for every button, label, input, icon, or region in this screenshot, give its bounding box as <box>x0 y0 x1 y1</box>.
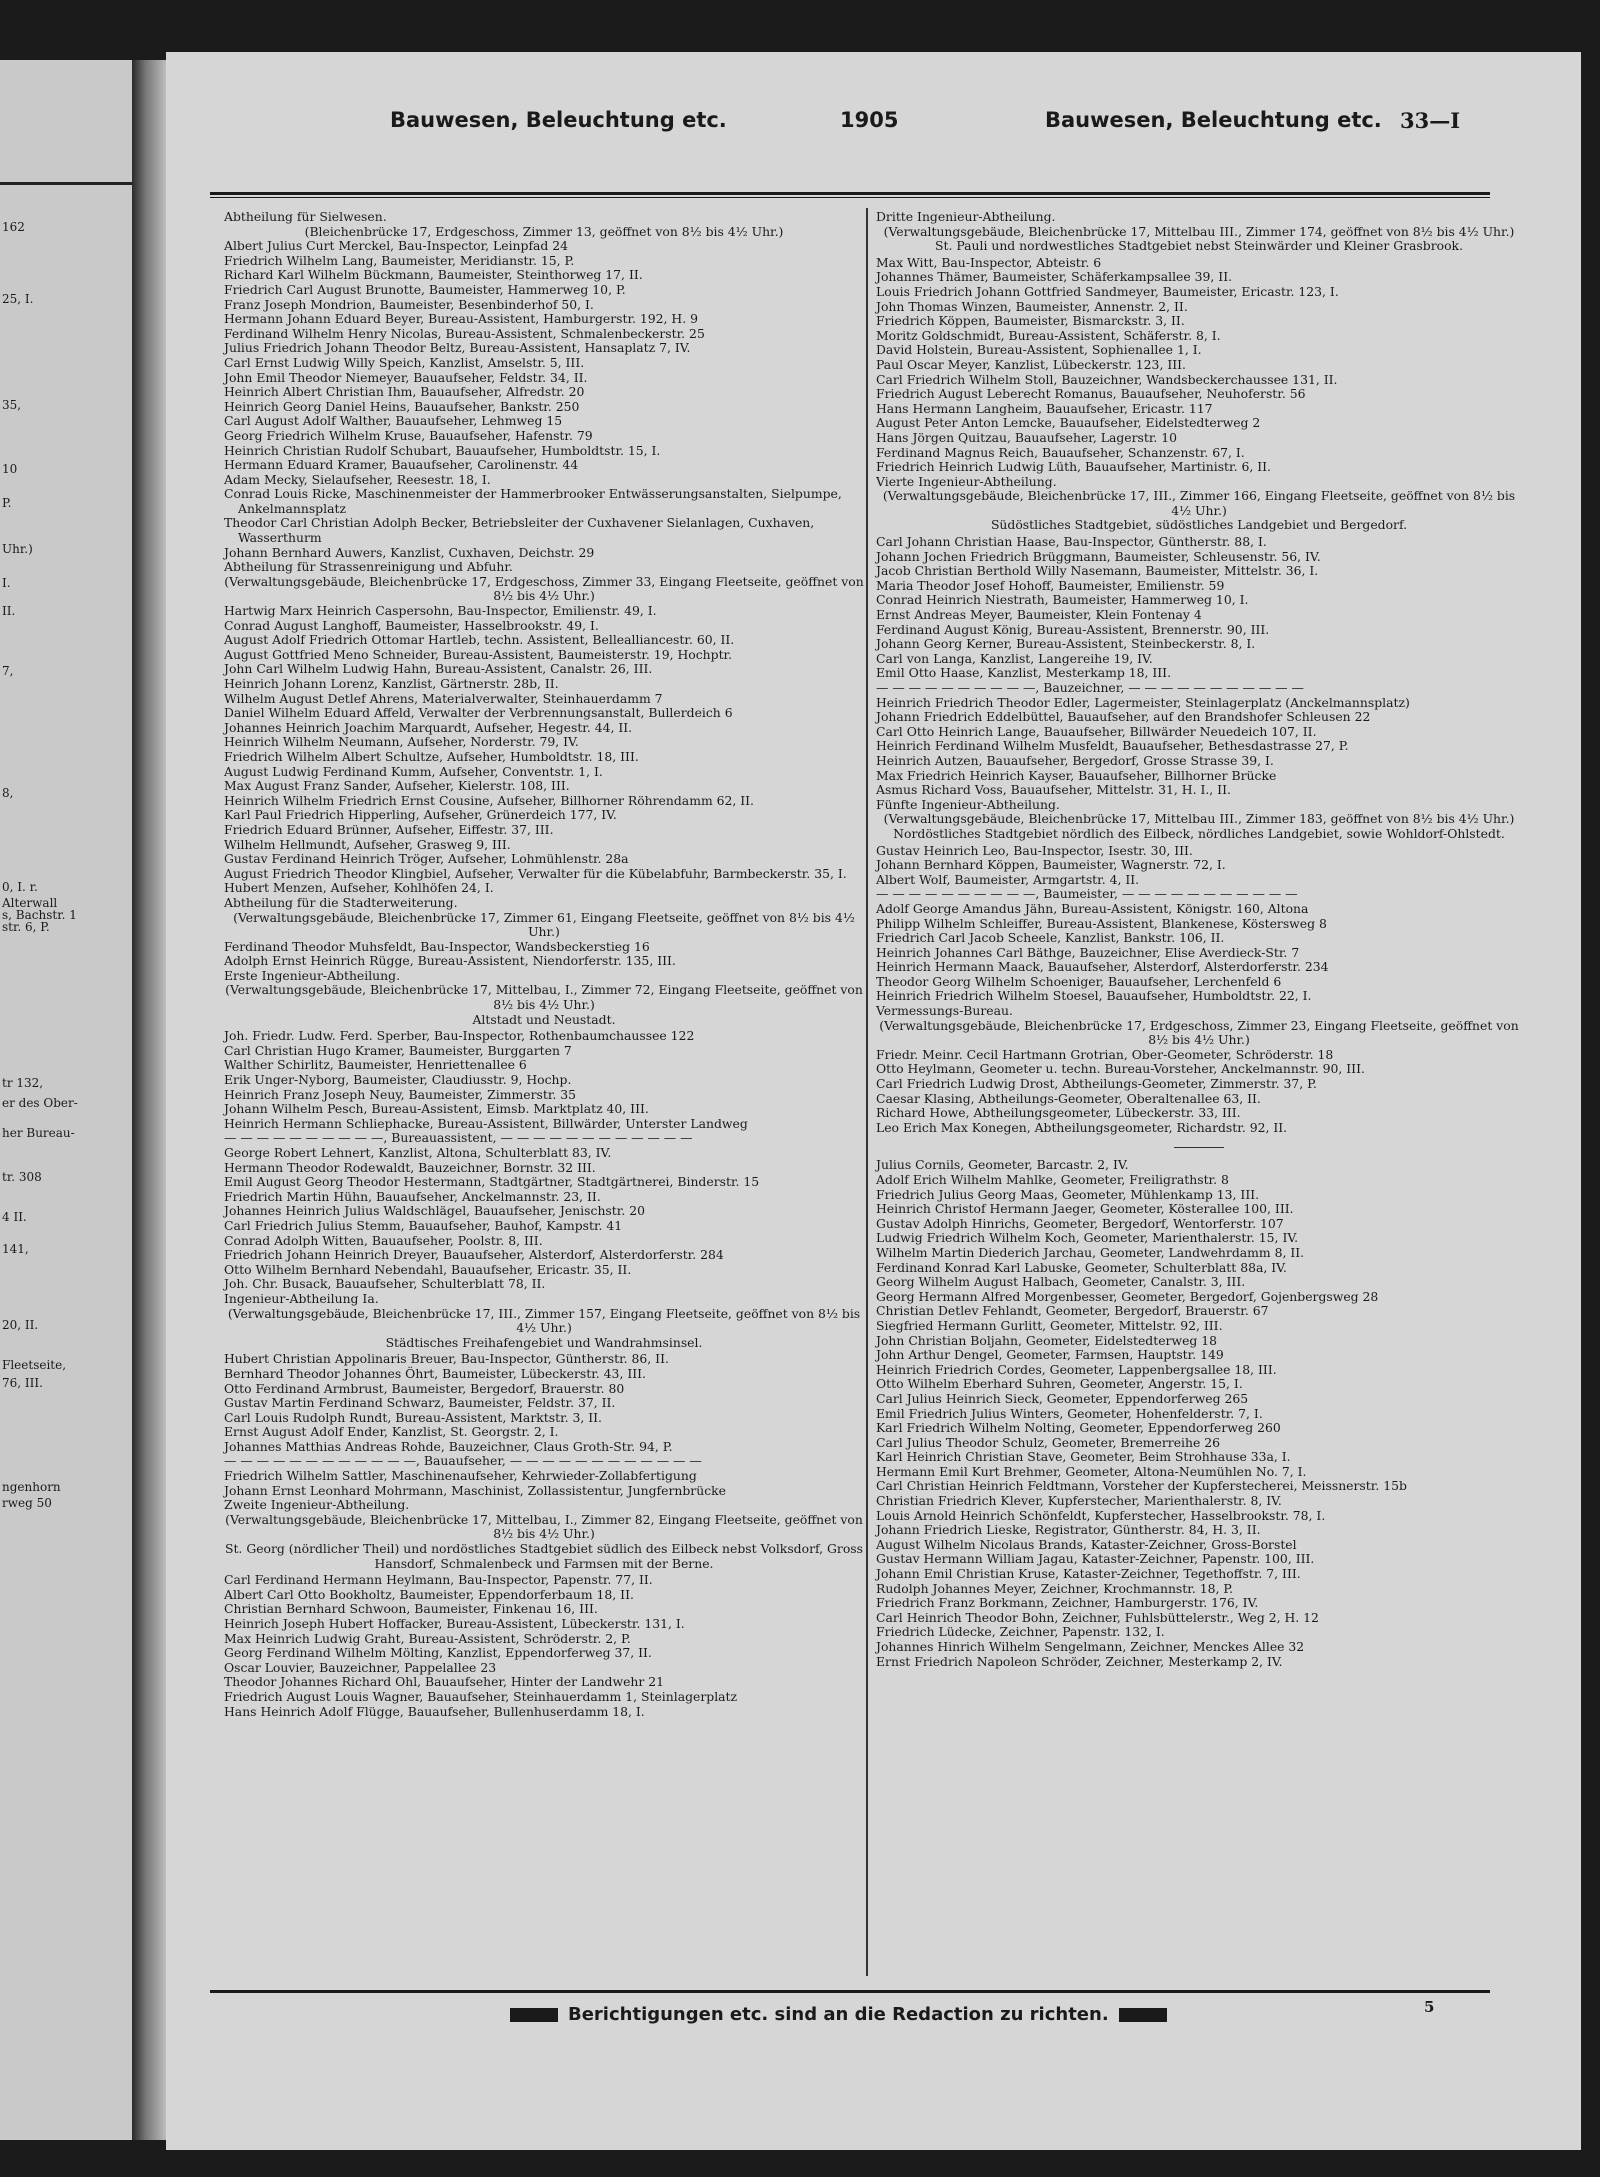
directory-entry: Johannes Thämer, Baumeister, Schäferkampsallee 39, II. <box>876 269 1233 285</box>
directory-entry: Adam Mecky, Sielaufseher, Reesestr. 18, I. <box>224 471 491 487</box>
left-page-fragment: s, Bachstr. 1 <box>2 908 77 922</box>
directory-entry: Ernst Friedrich Napoleon Schröder, Zeichner, Mesterkamp 2, IV. <box>876 1653 1283 1669</box>
directory-entry: Heinrich Joseph Hubert Hoffacker, Bureau-Assistent, Lübeckerstr. 131, I. <box>224 1616 685 1631</box>
section-heading: Fünfte Ingenieur-Abtheilung. <box>876 796 1060 812</box>
header-right-title: Bauwesen, Beleuchtung etc. <box>1045 108 1382 132</box>
left-page-fragment: Fleetseite, <box>2 1358 67 1372</box>
section-note: (Verwaltungsgebäude, Bleichenbrücke 17, III., Zimmer 166, Eingang Fleetseite, geöffnet von 8½ bis 4½ Uhr.) <box>882 488 1516 518</box>
section-note: (Verwaltungsgebäude, Bleichenbrücke 17, Mittelbau III., Zimmer 183, geöffnet von 8½ bis 4½ Uhr.) <box>883 811 1515 827</box>
section-note: (Verwaltungsgebäude, Bleichenbrücke 17, Erdgeschoss, Zimmer 33, Eingang Fleetseite, geöffnet von 8½ bis 4½ Uhr.) <box>224 573 864 604</box>
directory-entry: Hermann Theodor Rodewaldt, Bauzeichner, Bornstr. 32 III. <box>224 1159 596 1175</box>
directory-entry: August Adolf Friedrich Ottomar Hartleb, techn. Assistent, Bellealliancestr. 60, II. <box>224 632 735 648</box>
directory-entry: Emil August Georg Theodor Hestermann, Stadtgärtner, Stadtgärtnerei, Binderstr. 15 <box>224 1174 760 1190</box>
directory-entry: Conrad August Langhoff, Baumeister, Hasselbrookstr. 49, I. <box>224 617 599 633</box>
running-header <box>220 108 1461 138</box>
directory-entry: Jacob Christian Berthold Willy Nasemann, Baumeister, Mittelstr. 36, I. <box>876 563 1319 579</box>
directory-entry: Johannes Heinrich Julius Waldschlägel, Bauaufseher, Jenischstr. 20 <box>224 1203 645 1219</box>
directory-entry: August Friedrich Theodor Klingbiel, Aufseher, Verwalter für die Kübelabfuhr, Barmbeckerstr. 35, I. <box>224 865 847 881</box>
directory-entry: John Carl Wilhelm Ludwig Hahn, Bureau-Assistent, Canalstr. 26, III. <box>224 661 653 677</box>
directory-entry: Christian Friedrich Klever, Kupferstecher, Marienthalerstr. 8, IV. <box>876 1493 1282 1509</box>
left-page-fragment: Alterwall <box>2 896 58 910</box>
directory-entry: Emil Otto Haase, Kanzlist, Mesterkamp 18, III. <box>876 665 1172 681</box>
directory-entry: Friedrich Wilhelm Sattler, Maschinenaufseher, Kehrwieder-Zollabfertigung <box>224 1468 697 1484</box>
header-rule-thin <box>210 197 1490 198</box>
right-column <box>876 210 1522 1669</box>
directory-entry: Julius Friedrich Johann Theodor Beltz, Bureau-Assistent, Hansaplatz 7, IV. <box>224 340 691 356</box>
directory-entry: George Robert Lehnert, Kanzlist, Altona, Schulterblatt 83, IV. <box>224 1145 612 1160</box>
directory-entry: Carl August Adolf Walther, Bauaufseher, Lehmweg 15 <box>224 413 563 429</box>
directory-entry: Friedrich Köppen, Baumeister, Bismarckstr. 3, II. <box>876 313 1185 329</box>
directory-entry: Heinrich Johannes Carl Bäthge, Bauzeichner, Elise Averdieck-Str. 7 <box>876 944 1300 960</box>
book-gutter <box>132 60 166 2140</box>
left-page-fragment: 10 <box>2 462 18 476</box>
directory-entry: Carl Heinrich Theodor Bohn, Zeichner, Fuhlsbüttelerstr., Weg 2, H. 12 <box>876 1609 1319 1625</box>
left-page-fragment: 7, <box>2 664 14 678</box>
directory-entry: Louis Friedrich Johann Gottfried Sandmeyer, Baumeister, Ericastr. 123, I. <box>876 283 1339 299</box>
directory-entry: Friedrich Franz Borkmann, Zeichner, Hamburgerstr. 176, IV. <box>876 1595 1259 1611</box>
section-note: Städtisches Freihafengebiet und Wandrahmsinsel. <box>385 1334 703 1350</box>
directory-entry: Adolph Ernst Heinrich Rügge, Bureau-Assistent, Niendorferstr. 135, III. <box>224 953 676 969</box>
directory-entry: Karl Friedrich Wilhelm Nolting, Geometer, Eppendorferweg 260 <box>876 1420 1281 1436</box>
left-page-fragment: 162 <box>2 220 25 234</box>
directory-entry: Leo Erich Max Konegen, Abtheilungsgeometer, Richardstr. 92, II. <box>876 1119 1288 1135</box>
directory-entry: Hans Jörgen Quitzau, Bauaufseher, Lagerstr. 10 <box>876 429 1178 445</box>
directory-entry: August Gottfried Meno Schneider, Bureau-Assistent, Baumeisterstr. 19, Hochptr. <box>224 646 733 662</box>
directory-entry: Heinrich Friedrich Wilhelm Stoesel, Bauaufseher, Humboldtstr. 22, I. <box>876 988 1312 1004</box>
header-left-title: Bauwesen, Beleuchtung etc. <box>390 108 727 132</box>
directory-entry: Johann Bernhard Köppen, Baumeister, Wagnerstr. 72, I. <box>876 857 1226 873</box>
directory-entry: Friedrich August Louis Wagner, Bauaufseher, Steinhauerdamm 1, Steinlagerplatz <box>224 1688 738 1704</box>
directory-entry: Conrad Heinrich Niestrath, Baumeister, Hammerweg 10, I. <box>876 592 1249 608</box>
directory-entry: Friedrich Wilhelm Lang, Baumeister, Meridianstr. 15, P. <box>224 252 575 268</box>
directory-entry: Joh. Chr. Busack, Bauaufseher, Schulterblatt 78, II. <box>224 1276 546 1292</box>
section-heading: Abtheilung für Strassenreinigung und Abfuhr. <box>224 559 513 575</box>
directory-entry: Louis Arnold Heinrich Schönfeldt, Kupferstecher, Hasselbrookstr. 78, I. <box>876 1507 1326 1523</box>
directory-entry: August Ludwig Ferdinand Kumm, Aufseher, Conventstr. 1, I. <box>224 763 603 779</box>
left-page-fragment: 8, <box>2 786 14 800</box>
directory-entry: Wilhelm Martin Diederich Jarchau, Geometer, Landwehrdamm 8, II. <box>876 1244 1305 1260</box>
left-page-fragment: rweg 50 <box>2 1496 52 1510</box>
left-page-fragment: er des Ober- <box>2 1096 78 1110</box>
directory-entry: Friedrich Eduard Brünner, Aufseher, Eiffestr. 37, III. <box>224 821 554 837</box>
directory-entry: Ferdinand Theodor Muhsfeldt, Bau-Inspector, Wandsbeckerstieg 16 <box>224 938 650 954</box>
directory-entry: Maria Theodor Josef Hohoff, Baumeister, Emilienstr. 59 <box>876 577 1225 593</box>
directory-entry: Georg Wilhelm August Halbach, Geometer, Canalstr. 3, III. <box>876 1274 1246 1290</box>
directory-entry: Heinrich Friedrich Cordes, Geometer, Lappenbergsallee 18, III. <box>876 1361 1277 1377</box>
directory-entry: Gustav Hermann William Jagau, Kataster-Zeichner, Papenstr. 100, III. <box>876 1551 1315 1567</box>
left-page-edge <box>0 60 148 2140</box>
footer-text: Berichtigungen etc. sind an die Redaction zu richten. <box>568 2004 1109 2025</box>
directory-entry: Ferdinand Magnus Reich, Bauaufseher, Schanzenstr. 67, I. <box>876 444 1245 460</box>
section-note: Südöstliches Stadtgebiet, südöstliches Landgebiet und Bergedorf. <box>990 517 1408 533</box>
directory-entry: John Thomas Winzen, Baumeister, Annenstr. 2, II. <box>876 298 1188 314</box>
directory-entry: — — — — — — — — — —, Bauzeichner, — — — — — — — — — — — <box>876 680 1304 695</box>
directory-entry: Gustav Ferdinand Heinrich Tröger, Aufseher, Lohmühlenstr. 28a <box>224 851 629 867</box>
directory-entry: Theodor Johannes Richard Ohl, Bauaufseher, Hinter der Landwehr 21 <box>224 1674 665 1690</box>
directory-entry: Ferdinand Wilhelm Henry Nicolas, Bureau-Assistent, Schmalenbeckerstr. 25 <box>224 325 705 341</box>
section-note: (Verwaltungsgebäude, Bleichenbrücke 17, Mittelbau, I., Zimmer 72, Eingang Fleetseite, geöffnet von 8½ bis 4½ Uhr.) <box>225 982 863 1013</box>
section-heading: Vierte Ingenieur-Abtheilung. <box>876 473 1057 489</box>
directory-entry: Albert Carl Otto Bookholtz, Baumeister, Eppendorferbaum 18, II. <box>224 1586 634 1602</box>
directory-entry: Johann Emil Christian Kruse, Kataster-Zeichner, Tegethoffstr. 7, III. <box>876 1566 1301 1582</box>
directory-entry: Hermann Emil Kurt Brehmer, Geometer, Altona-Neumühlen No. 7, I. <box>876 1463 1307 1479</box>
directory-entry: Johannes Heinrich Joachim Marquardt, Aufseher, Hegestr. 44, II. <box>224 719 633 735</box>
directory-entry: Johannes Matthias Andreas Rohde, Bauzeichner, Claus Groth-Str. 94, P. <box>224 1438 673 1454</box>
left-page-fragment: her Bureau- <box>2 1126 75 1140</box>
directory-entry: Paul Oscar Meyer, Kanzlist, Lübeckerstr. 123, III. <box>876 356 1186 372</box>
directory-entry: Heinrich Georg Daniel Heins, Bauaufseher, Bankstr. 250 <box>224 398 580 414</box>
directory-entry: Moritz Goldschmidt, Bureau-Assistent, Schäferstr. 8, I. <box>876 327 1221 343</box>
section-note: (Verwaltungsgebäude, Bleichenbrücke 17, Mittelbau, I., Zimmer 82, Eingang Fleetseite, geöffnet von 8½ bis 4½ Uhr.) <box>225 1511 863 1542</box>
directory-entry: Friedrich Lüdecke, Zeichner, Papenstr. 132, I. <box>876 1624 1165 1640</box>
directory-entry: August Wilhelm Nicolaus Brands, Kataster-Zeichner, Gross-Borstel <box>876 1536 1297 1552</box>
directory-entry: Heinrich Friedrich Theodor Edler, Lagermeister, Steinlagerplatz (Anckelmannsplatz) <box>876 694 1410 710</box>
directory-entry: Johann Georg Kerner, Bureau-Assistent, Steinbeckerstr. 8, I. <box>876 636 1256 652</box>
header-rule <box>210 192 1490 195</box>
section-note: (Bleichenbrücke 17, Erdgeschoss, Zimmer 13, geöffnet von 8½ bis 4½ Uhr.) <box>304 223 784 239</box>
directory-entry: Hubert Menzen, Aufseher, Kohlhöfen 24, I. <box>224 880 494 896</box>
header-year: 1905 <box>840 108 899 132</box>
directory-entry: Otto Ferdinand Armbrust, Baumeister, Bergedorf, Brauerstr. 80 <box>224 1380 625 1396</box>
directory-entry: John Arthur Dengel, Geometer, Farmsen, Hauptstr. 149 <box>876 1347 1224 1363</box>
directory-entry: Ferdinand August König, Bureau-Assistent, Brennerstr. 90, III. <box>876 621 1270 637</box>
directory-entry: Max Witt, Bau-Inspector, Abteistr. 6 <box>876 254 1102 270</box>
directory-entry: Karl Paul Friedrich Hipperling, Aufseher, Grünerdeich 177, IV. <box>224 807 617 823</box>
directory-entry: Philipp Wilhelm Schleiffer, Bureau-Assistent, Blankenese, Köstersweg 8 <box>876 915 1327 931</box>
left-page-fragment: P. <box>2 496 12 510</box>
directory-entry: — — — — — — — — — — — —, Bauaufseher, — — — — — — — — — — — — <box>224 1453 702 1469</box>
directory-entry: — — — — — — — — — —, Bureauassistent, — — — — — — — — — — — — <box>224 1130 693 1146</box>
directory-entry: Heinrich Hermann Maack, Bauaufseher, Alsterdorf, Alsterdorferstr. 234 <box>876 959 1329 975</box>
directory-entry: Heinrich Christian Rudolf Schubart, Bauaufseher, Humboldtstr. 15, I. <box>224 442 661 458</box>
left-page-fragment: 35, <box>2 398 22 412</box>
directory-entry: Max Friedrich Heinrich Kayser, Bauaufseher, Billhorner Brücke <box>876 767 1277 783</box>
directory-entry: Carl Ernst Ludwig Willy Speich, Kanzlist, Amselstr. 5, III. <box>224 354 585 370</box>
directory-entry: Heinrich Johann Lorenz, Kanzlist, Gärtnerstr. 28b, II. <box>224 676 559 691</box>
section-note: (Verwaltungsgebäude, Bleichenbrücke 17, Zimmer 61, Eingang Fleetseite, geöffnet von 8½ bis 4½ Uhr.) <box>233 909 855 940</box>
directory-entry: Johann Friedrich Eddelbüttel, Bauaufseher, auf den Brandshofer Schleusen 22 <box>876 709 1371 725</box>
directory-entry: Friedrich Julius Georg Maas, Geometer, Mühlenkamp 13, III. <box>876 1186 1260 1202</box>
directory-entry: Gustav Martin Ferdinand Schwarz, Baumeister, Feldstr. 37, II. <box>224 1395 616 1411</box>
column-divider <box>866 208 868 1976</box>
directory-entry: Carl Julius Heinrich Sieck, Geometer, Eppendorferweg 265 <box>876 1390 1249 1406</box>
directory-entry: Ernst Andreas Meyer, Baumeister, Klein Fontenay 4 <box>876 607 1202 623</box>
directory-entry: Christian Bernhard Schwoon, Baumeister, Finkenau 16, III. <box>224 1601 598 1617</box>
section-note: (Verwaltungsgebäude, Bleichenbrücke 17, Erdgeschoss, Zimmer 23, Eingang Fleetseite, geöffnet von 8½ bis 4½ Uhr.) <box>879 1017 1519 1048</box>
directory-entry: Adolf George Amandus Jähn, Bureau-Assistent, Königstr. 160, Altona <box>876 900 1309 916</box>
directory-entry: Otto Wilhelm Bernhard Nebendahl, Bauaufseher, Ericastr. 35, II. <box>224 1261 632 1277</box>
directory-entry: Heinrich Albert Christian Ihm, Bauaufseher, Alfredstr. 20 <box>224 384 585 400</box>
directory-entry: Johann Friedrich Lieske, Registrator, Güntherstr. 84, H. 3, II. <box>876 1522 1261 1538</box>
left-page-fragment: 4 II. <box>2 1210 27 1224</box>
directory-entry: Walther Schirlitz, Baumeister, Henriettenallee 6 <box>224 1057 527 1073</box>
directory-entry: John Emil Theodor Niemeyer, Bauaufseher, Feldstr. 34, II. <box>224 369 588 385</box>
directory-entry: Friedrich Carl Jacob Scheele, Kanzlist, Bankstr. 106, II. <box>876 930 1225 946</box>
left-page-fragment: I. <box>2 576 11 590</box>
left-page-fragment: Uhr.) <box>2 542 33 556</box>
directory-entry: Albert Julius Curt Merckel, Bau-Inspector, Leinpfad 24 <box>224 238 569 254</box>
directory-entry: Joh. Friedr. Ludw. Ferd. Sperber, Bau-Inspector, Rothenbaumchaussee 122 <box>224 1028 695 1044</box>
directory-entry: Theodor Carl Christian Adolph Becker, Betriebsleiter der Cuxhavener Sielanlagen, Cuxhaven, Wasserthurm <box>224 515 815 546</box>
directory-entry: Siegfried Hermann Gurlitt, Geometer, Mittelstr. 92, III. <box>876 1317 1223 1333</box>
header-page-number: 33—I <box>1400 108 1461 133</box>
directory-entry: Asmus Richard Voss, Bauaufseher, Mittelstr. 31, H. I., II. <box>876 782 1231 798</box>
directory-entry: Caesar Klasing, Abtheilungs-Geometer, Oberaltenallee 63, II. <box>876 1090 1261 1106</box>
directory-entry: Ludwig Friedrich Wilhelm Koch, Geometer, Marienthalerstr. 15, IV. <box>876 1230 1299 1246</box>
directory-entry: Ferdinand Konrad Karl Labuske, Geometer, Schulterblatt 88a, IV. <box>876 1259 1287 1275</box>
left-page-fragment: 20, II. <box>2 1318 39 1332</box>
section-heading: Zweite Ingenieur-Abtheilung. <box>224 1497 410 1513</box>
section-heading: Abtheilung für die Stadterweiterung. <box>224 894 458 910</box>
directory-entry: Bernhard Theodor Johannes Öhrt, Baumeister, Lübeckerstr. 43, III. <box>224 1365 646 1381</box>
directory-entry: Carl Christian Hugo Kramer, Baumeister, Burggarten 7 <box>224 1042 572 1058</box>
directory-entry: Carl Friedrich Julius Stemm, Bauaufseher, Bauhof, Kampstr. 41 <box>224 1217 623 1233</box>
directory-entry: August Peter Anton Lemcke, Bauaufseher, Eidelstedterweg 2 <box>876 415 1261 431</box>
directory-entry: Johann Ernst Leonhard Mohrmann, Maschinist, Zollassistentur, Jungfernbrücke <box>224 1482 726 1498</box>
directory-entry: Emil Friedrich Julius Winters, Geometer, Hohenfelderstr. 7, I. <box>876 1405 1263 1421</box>
left-page-fragment: str. 6, P. <box>2 920 50 934</box>
directory-entry: Max August Franz Sander, Aufseher, Kielerstr. 108, III. <box>224 778 570 794</box>
directory-entry: Richard Karl Wilhelm Bückmann, Baumeister, Steinthorweg 17, II. <box>224 267 643 283</box>
directory-entry: Friedrich Carl August Brunotte, Baumeister, Hammerweg 10, P. <box>224 281 626 297</box>
section-note: (Verwaltungsgebäude, Bleichenbrücke 17, Mittelbau III., Zimmer 174, geöffnet von 8½ bis 4½ Uhr.) <box>883 223 1515 239</box>
directory-entry: Erik Unger-Nyborg, Baumeister, Claudiusstr. 9, Hochp. <box>224 1072 572 1088</box>
directory-entry: Carl Friedrich Ludwig Drost, Abtheilungs-Geometer, Zimmerstr. 37, P. <box>876 1076 1317 1092</box>
directory-entry: Theodor Georg Wilhelm Schoeniger, Bauaufseher, Lerchenfeld 6 <box>876 973 1282 989</box>
section-note: Nordöstliches Stadtgebiet nördlich des Eilbeck, nördliches Landgebiet, sowie Wohldorf-Ohlstedt. <box>893 825 1505 841</box>
left-page-rule <box>0 182 140 185</box>
directory-entry: Adolf Erich Wilhelm Mahlke, Geometer, Freiligrathstr. 8 <box>876 1172 1229 1187</box>
left-page-fragment: II. <box>2 604 16 618</box>
directory-entry: — — — — — — — — — —, Baumeister, — — — — — — — — — — — <box>876 886 1298 902</box>
directory-entry: Johann Wilhelm Pesch, Bureau-Assistent, Eimsb. Marktplatz 40, III. <box>224 1101 649 1117</box>
directory-entry: Johann Bernhard Auwers, Kanzlist, Cuxhaven, Deichstr. 29 <box>224 544 595 560</box>
directory-entry: Carl Johann Christian Haase, Bau-Inspector, Güntherstr. 88, I. <box>876 534 1267 550</box>
directory-entry: Wilhelm Hellmundt, Aufseher, Grasweg 9, III. <box>224 836 511 852</box>
directory-entry: Karl Heinrich Christian Stave, Geometer, Beim Strohhause 33a, I. <box>876 1449 1291 1465</box>
directory-entry: Carl Ferdinand Hermann Heylmann, Bau-Inspector, Papenstr. 77, II. <box>224 1572 653 1588</box>
directory-entry: Georg Hermann Alfred Morgenbesser, Geometer, Bergedorf, Gojenbergsweg 28 <box>876 1288 1379 1304</box>
directory-entry: Carl Otto Heinrich Lange, Bauaufseher, Billwärder Neuedeich 107, II. <box>876 723 1317 739</box>
directory-entry: Carl Friedrich Wilhelm Stoll, Bauzeichner, Wandsbeckerchaussee 131, II. <box>876 371 1338 387</box>
directory-entry: Wilhelm August Detlef Ahrens, Materialverwalter, Steinhauerdamm 7 <box>224 690 663 706</box>
signature-mark: 5 <box>1424 1998 1435 2016</box>
directory-entry: Friedrich Martin Hühn, Bauaufseher, Anckelmannstr. 23, II. <box>224 1188 601 1204</box>
left-page-fragment: tr. 308 <box>2 1170 42 1184</box>
section-heading: Abtheilung für Sielwesen. <box>224 209 387 224</box>
directory-entry: Hermann Johann Eduard Beyer, Bureau-Assistent, Hamburgerstr. 192, H. 9 <box>224 311 699 327</box>
section-note: St. Georg (nördlicher Theil) und nordöstliches Stadtgebiet südlich des Eilbeck nebst Volksdorf, Gross Hansdorf, Schmalenbeck und Farmsen mit der Berne. <box>224 1541 864 1571</box>
footer-notice <box>500 2004 1400 2025</box>
directory-entry: Daniel Wilhelm Eduard Affeld, Verwalter der Verbrennungsanstalt, Bullerdeich 6 <box>224 705 733 721</box>
left-page-fragment: 0, I. r. <box>2 880 38 894</box>
section-heading: Erste Ingenieur-Abtheilung. <box>224 967 401 983</box>
directory-entry: Conrad Adolph Witten, Bauaufseher, Poolstr. 8, III. <box>224 1232 543 1248</box>
directory-entry: Johannes Hinrich Wilhelm Sengelmann, Zeichner, Menckes Allee 32 <box>876 1639 1305 1654</box>
directory-entry: Friedrich Heinrich Ludwig Lüth, Bauaufseher, Martinistr. 6, II. <box>876 459 1271 475</box>
directory-entry: Hans Hermann Langheim, Bauaufseher, Ericastr. 117 <box>876 400 1213 416</box>
left-column <box>224 210 864 1719</box>
directory-entry: Otto Wilhelm Eberhard Suhren, Geometer, Angerstr. 15, I. <box>876 1376 1243 1392</box>
directory-entry: Gustav Adolph Hinrichs, Geometer, Bergedorf, Wentorferstr. 107 <box>876 1215 1284 1231</box>
directory-entry: Heinrich Ferdinand Wilhelm Musfeldt, Bauaufseher, Bethesdastrasse 27, P. <box>876 738 1349 754</box>
directory-entry: Friedrich August Leberecht Romanus, Bauaufseher, Neuhoferstr. 56 <box>876 386 1306 402</box>
left-page-fragment: ngenhorn <box>2 1480 61 1494</box>
left-page-fragment: tr 132, <box>2 1076 44 1090</box>
footer-rule <box>210 1990 1490 1993</box>
directory-entry: Julius Cornils, Geometer, Barcastr. 2, IV. <box>876 1157 1129 1173</box>
directory-entry: Georg Ferdinand Wilhelm Mölting, Kanzlist, Eppendorferweg 37, II. <box>224 1645 652 1661</box>
directory-entry: Albert Wolf, Baumeister, Armgartstr. 4, II. <box>876 871 1140 887</box>
directory-entry: Heinrich Wilhelm Friedrich Ernst Cousine, Aufseher, Billhorner Röhrendamm 62, II. <box>224 792 755 808</box>
directory-entry: Christian Detlev Fehlandt, Geometer, Bergedorf, Brauerstr. 67 <box>876 1303 1269 1319</box>
directory-entry: Conrad Louis Ricke, Maschinenmeister der Hammerbrooker Entwässerungsanstalten, Sielpumpe, Ankelmannsplatz <box>224 486 842 516</box>
section-note: St. Pauli und nordwestliches Stadtgebiet nebst Steinwärder und Kleiner Grasbrook. <box>934 238 1464 254</box>
directory-entry: Friedrich Wilhelm Albert Schultze, Aufseher, Humboldtstr. 18, III. <box>224 748 639 764</box>
section-heading: Dritte Ingenieur-Abtheilung. <box>876 209 1056 224</box>
left-page-fragment: 76, III. <box>2 1376 43 1390</box>
directory-entry: Rudolph Johannes Meyer, Zeichner, Krochmannstr. 18, P. <box>876 1580 1234 1596</box>
directory-entry: John Christian Boljahn, Geometer, Eidelstedterweg 18 <box>876 1332 1218 1348</box>
section-note: Altstadt und Neustadt. <box>472 1011 616 1027</box>
directory-entry: Johann Jochen Friedrich Brüggmann, Baumeister, Schleusenstr. 56, IV. <box>876 548 1321 564</box>
directory-entry: Friedr. Meinr. Cecil Hartmann Grotrian, Ober-Geometer, Schröderstr. 18 <box>876 1046 1334 1062</box>
directory-entry: Hubert Christian Appolinaris Breuer, Bau-Inspector, Güntherstr. 86, II. <box>224 1351 669 1367</box>
directory-entry: Heinrich Wilhelm Neumann, Aufseher, Norderstr. 79, IV. <box>224 734 579 750</box>
directory-entry: Friedrich Johann Heinrich Dreyer, Bauaufseher, Alsterdorf, Alsterdorferstr. 284 <box>224 1247 724 1263</box>
pointing-hand-icon <box>510 2008 558 2022</box>
directory-entry: Franz Joseph Mondrion, Baumeister, Besenbinderhof 50, I. <box>224 296 594 312</box>
separator <box>1174 1147 1224 1148</box>
section-heading: Ingenieur-Abtheilung Ia. <box>224 1290 379 1306</box>
directory-entry: Heinrich Franz Joseph Neuy, Baumeister, Zimmerstr. 35 <box>224 1086 577 1102</box>
directory-entry: Heinrich Hermann Schliephacke, Bureau-Assistent, Billwärder, Unterster Landweg <box>224 1115 748 1131</box>
directory-entry: Hans Heinrich Adolf Flügge, Bauaufseher, Bullenhuserdamm 18, I. <box>224 1703 645 1719</box>
directory-entry: Carl Julius Theodor Schulz, Geometer, Bremerreihe 26 <box>876 1434 1221 1450</box>
directory-entry: Carl von Langa, Kanzlist, Langereihe 19, IV. <box>876 650 1153 666</box>
pointing-hand-icon <box>1119 2008 1167 2022</box>
directory-entry: Otto Heylmann, Geometer u. techn. Bureau-Vorsteher, Anckelmannstr. 90, III. <box>876 1061 1365 1077</box>
directory-entry: Gustav Heinrich Leo, Bau-Inspector, Isestr. 30, III. <box>876 842 1193 858</box>
directory-entry: Oscar Louvier, Bauzeichner, Pappelallee 23 <box>224 1659 497 1675</box>
directory-entry: Richard Howe, Abtheilungsgeometer, Lübeckerstr. 33, III. <box>876 1105 1241 1121</box>
directory-entry: Hermann Eduard Kramer, Bauaufseher, Carolinenstr. 44 <box>224 457 579 473</box>
directory-entry: Georg Friedrich Wilhelm Kruse, Bauaufseher, Hafenstr. 79 <box>224 427 593 443</box>
directory-entry: David Holstein, Bureau-Assistent, Sophienallee 1, I. <box>876 342 1202 358</box>
directory-entry: Heinrich Christof Hermann Jaeger, Geometer, Kösterallee 100, III. <box>876 1201 1294 1217</box>
left-page-fragment: 25, I. <box>2 292 34 306</box>
directory-entry: Carl Christian Heinrich Feldtmann, Vorsteher der Kupferstecherei, Meissnerstr. 15b <box>876 1478 1407 1494</box>
directory-entry: Heinrich Autzen, Bauaufseher, Bergedorf, Grosse Strasse 39, I. <box>876 752 1274 768</box>
section-note: (Verwaltungsgebäude, Bleichenbrücke 17, III., Zimmer 157, Eingang Fleetseite, geöffnet von 8½ bis 4½ Uhr.) <box>227 1305 861 1336</box>
directory-entry: Max Heinrich Ludwig Graht, Bureau-Assistent, Schröderstr. 2, P. <box>224 1630 631 1646</box>
directory-entry: Ernst August Adolf Ender, Kanzlist, St. Georgstr. 2, I. <box>224 1424 559 1440</box>
directory-entry: Hartwig Marx Heinrich Caspersohn, Bau-Inspector, Emilienstr. 49, I. <box>224 603 657 619</box>
directory-entry: Carl Louis Rudolph Rundt, Bureau-Assistent, Marktstr. 3, II. <box>224 1409 602 1425</box>
section-heading: Vermessungs-Bureau. <box>876 1003 1013 1019</box>
left-page-fragment: 141, <box>2 1242 29 1256</box>
